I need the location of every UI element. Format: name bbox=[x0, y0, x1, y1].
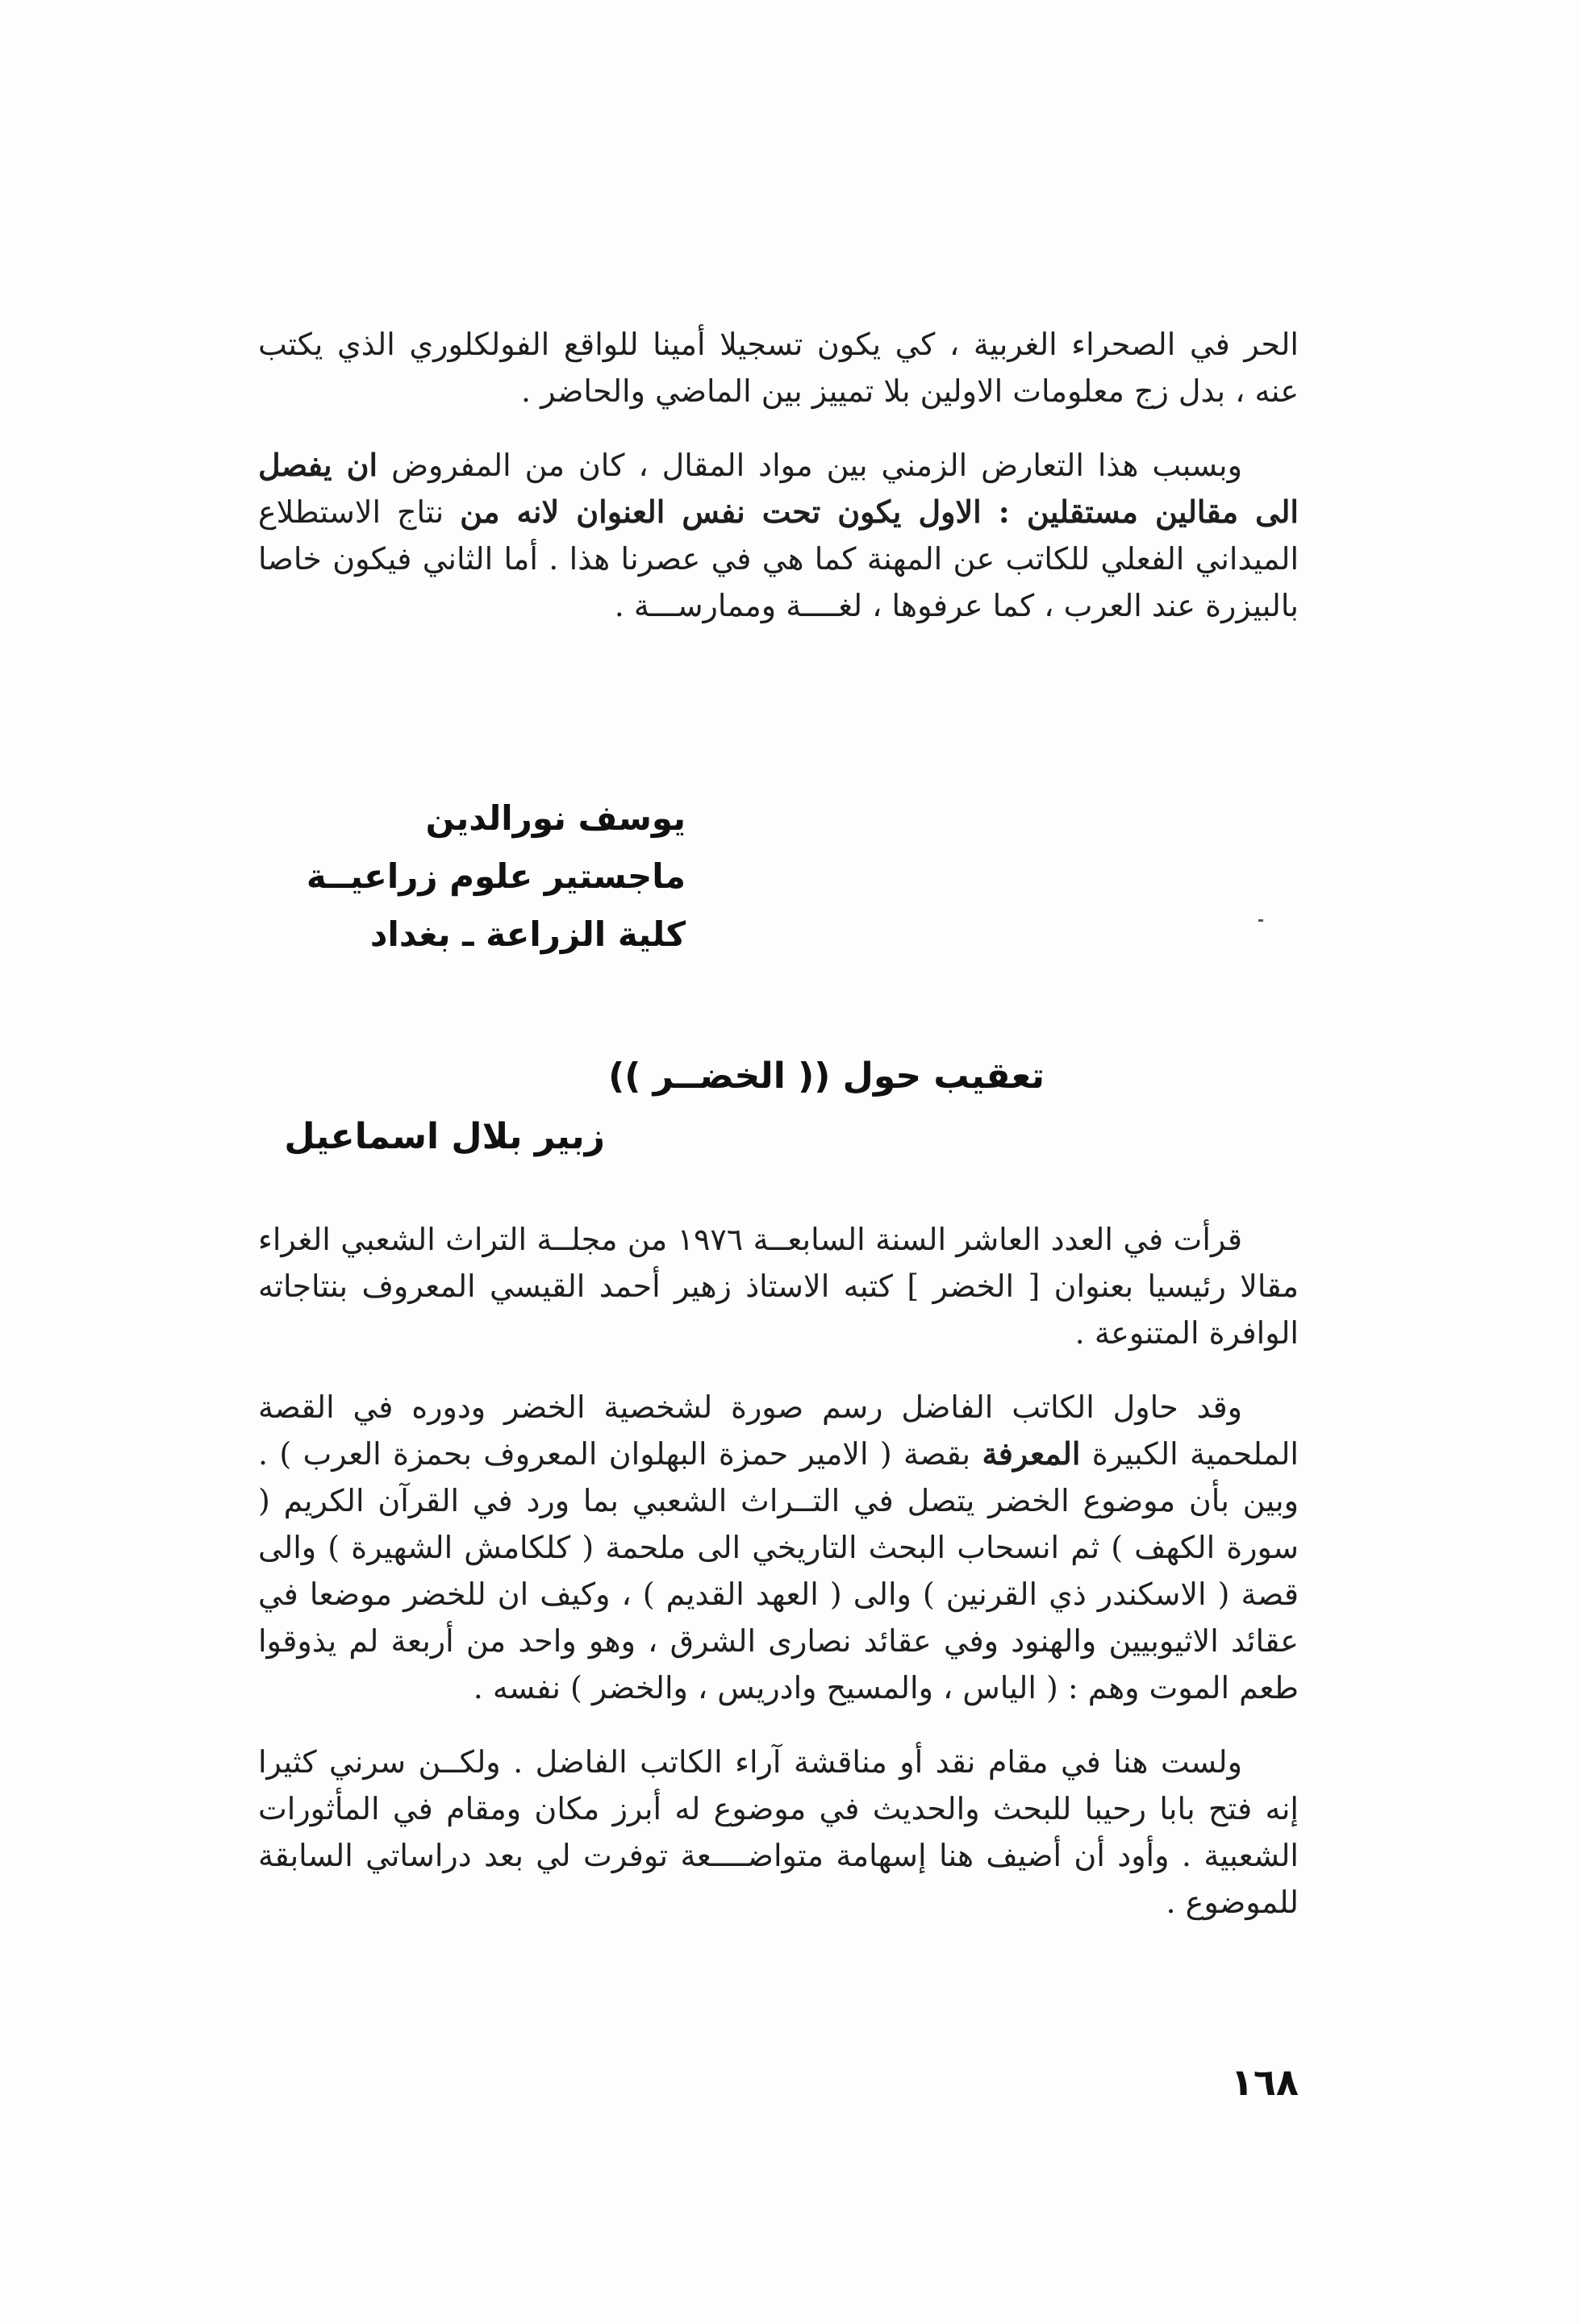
author-signature bbox=[307, 794, 686, 959]
signature-degree: ماجستير علوم زراعيــة bbox=[306, 856, 686, 896]
paragraph-emphasis: المعرفة bbox=[982, 1435, 1081, 1472]
paragraph-contribution: ولست هنا في مقام نقد أو مناقشة آراء الكاتب الفاضل . ولكــن سرني كثيرا إنه فتح بابا رحيبا للبحث والحديث في موضوع له أبرز مكان ومقام في المأثورات الشعبية . وأود أن أضيف هنا إسهامة متواضــــعة توفرت لي بعد دراساتي السابقة للموضوع . bbox=[258, 1744, 1299, 1920]
opening-section bbox=[258, 321, 1299, 629]
paragraph-text: وبسبب هذا التعارض الزمني بين مواد المقال ، كان من المفروض bbox=[391, 448, 1242, 483]
paragraph-text: نتاج الاستطلاع الميداني الفعلي للكاتب عن المهنة كما هي في عصرنا هذا . أما الثاني فيكون خاصا بالبيزرة عند العرب ، كما عرفوها ، لغــــة وممارســـة . bbox=[258, 494, 1299, 623]
signature-name: يوسف نورالدين bbox=[425, 798, 686, 838]
article-author: زبير بلال اسماعيل bbox=[284, 1116, 605, 1157]
signature-affiliation: كلية الزراعة ـ بغداد bbox=[369, 914, 686, 954]
paragraph-text: وقد حاول الكاتب الفاضل رسم صورة لشخصية الخضر ودوره في القصة الملحمية الكبيرة bbox=[258, 1389, 1299, 1472]
paragraph-separation-argument bbox=[258, 442, 1299, 629]
paragraph-emphasis: ان يفصل الى مقالين مستقلين : الاول يكون تحت نفس العنوان لانه من bbox=[258, 447, 1299, 530]
print-speck bbox=[1258, 919, 1263, 922]
page-number: ١٦٨ bbox=[1230, 2060, 1299, 2104]
paragraph-summary bbox=[258, 1384, 1299, 1711]
paragraph-intro: قرأت في العدد العاشر السنة السابعــة ١٩٧٦ من مجلــة التراث الشعبي الغراء مقالا رئيسيا بعنوان [ الخضر ] كتبه الاستاذ زهير أحمد القيسي المعروف بنتاجاته الوافرة المتنوعة . bbox=[258, 1222, 1299, 1351]
paragraph-continued: الحر في الصحراء الغربية ، كي يكون تسجيلا أمينا للواقع الفولكلوري الذي يكتب عنه ، بدل زج معلومات الاولين بلا تمييز بين الماضي والحاضر . bbox=[258, 327, 1299, 409]
paragraph-text: بقصة ( الامير حمزة البهلوان المعروف بحمزة العرب ) . وبين بأن موضوع الخضر يتصل في التــراث الشعبي بما ورد في القرآن الكريم ( سورة الكهف ) ثم انسحاب البحث التاريخي الى ملحمة ( كلكامش الشهيرة ) والى قصة ( الاسكندر ذي القرنين ) والى ( العهد القديم ) ، وكيف ان للخضر موضعا في عقائد الاثيوبيين والهنود وفي عقائد نصارى الشرق ، وهو واحد من أربعة لم يذوقوا طعم الموت وهم : ( الياس ، والمسيح وادريس ، والخضر ) نفسه . bbox=[258, 1436, 1299, 1706]
article-body bbox=[258, 1216, 1299, 1926]
article-title: تعقيب حول (( الخضــر )) bbox=[608, 1056, 1045, 1097]
